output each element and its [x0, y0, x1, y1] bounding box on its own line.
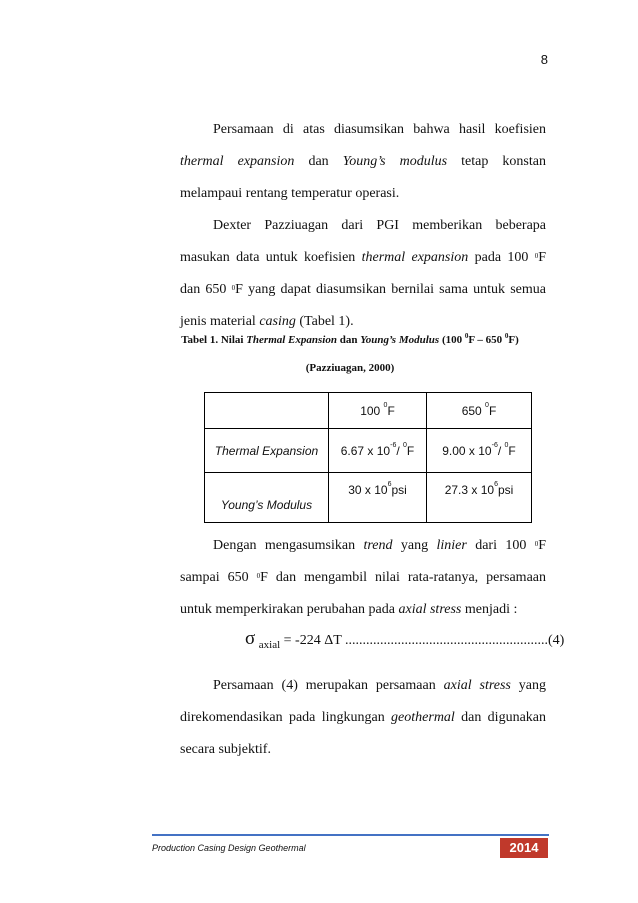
paragraph-4	[180, 670, 546, 766]
caption-text-a: Tabel 1. Nilai	[181, 334, 247, 346]
p4-italic-geothermal: geothermal	[391, 710, 455, 725]
p2-degree-1: 0	[534, 252, 539, 260]
equation-subscript: axial	[258, 638, 281, 651]
p4-text-b: yang direkomendasikan pada lingkungan	[180, 678, 547, 725]
table-row-thermal-expansion	[205, 429, 532, 473]
table-row-youngs-modulus	[205, 473, 532, 523]
table-cell: 9.00 x $10^{-6}/$ $^0$F	[427, 429, 532, 473]
p4-text-a: Persamaan (4) merupakan persamaan	[213, 678, 444, 693]
caption-degree-2: 0	[504, 332, 509, 340]
p2-italic-thermal-expansion: thermal expansion	[361, 250, 469, 265]
p3-degree-2: 0	[256, 572, 261, 580]
p2-degree-2: 0	[231, 284, 236, 292]
table-caption	[150, 334, 550, 346]
sigma-symbol: σ	[245, 628, 256, 649]
data-table	[204, 392, 532, 523]
footer-year-badge: 2014	[500, 838, 548, 858]
table-row-label: Thermal Expansion	[205, 429, 329, 473]
p2-italic-casing: casing	[259, 314, 296, 329]
caption-text-d: F – 650	[468, 334, 505, 346]
p3-text-e: F dan mengambil nilai rata-ratanya, persamaan untuk memperkirakan perubahan pada	[180, 570, 546, 617]
footer-divider	[152, 834, 549, 836]
paragraph-1	[180, 114, 546, 210]
p3-italic-trend: trend	[363, 538, 393, 553]
caption-text-b: dan	[336, 334, 361, 346]
caption-italic-thermal-expansion: Thermal Expansion	[246, 334, 337, 346]
table-cell: 6.67 x $10^{-6}/$ $^0$F	[329, 429, 427, 473]
p3-italic-axial-stress: axial stress	[398, 602, 462, 617]
table-header-650f: 650 $^0$F	[427, 393, 532, 429]
p3-text-f: menjadi :	[461, 602, 518, 617]
p1-text-b: dan	[294, 154, 343, 169]
equation-4	[245, 628, 564, 651]
table-caption-source: (Pazziuagan, 2000)	[305, 362, 395, 374]
p2-text-d: F yang dapat diasumsikan bernilai sama untuk semua jenis material	[180, 282, 547, 329]
p1-text-c: tetap konstan melampaui rentang temperatur operasi.	[180, 154, 546, 201]
p2-text-a: Dexter Pazziuagan dari PGI memberikan beberapa masukan data untuk koefisien	[180, 218, 546, 265]
p2-text-c: F dan 650	[180, 250, 546, 297]
caption-italic-youngs-modulus: Young’s Modulus	[360, 334, 440, 346]
p2-text-b: pada 100	[468, 250, 535, 265]
caption-text-c: (100	[439, 334, 465, 346]
paragraph-3	[180, 530, 546, 626]
table-cell: 27.3 x $10^6psi$	[427, 473, 532, 523]
table-cell: 30 x $10^6psi$	[329, 473, 427, 523]
table-row-label: Young’s Modulus	[205, 473, 329, 523]
p3-text-a: Dengan mengasumsikan	[213, 538, 364, 553]
paragraph-2	[180, 210, 546, 338]
table-header-row	[205, 393, 532, 429]
p4-text-c: dan digunakan secara subjektif.	[180, 710, 546, 757]
footer-title: Production Casing Design Geothermal	[152, 843, 306, 853]
page-number: 8	[540, 52, 548, 67]
p3-text-b: yang	[392, 538, 437, 553]
p3-text-d: F sampai 650	[180, 538, 546, 585]
p1-italic-thermal-expansion: thermal expansion	[180, 154, 295, 169]
table-header-empty	[205, 393, 329, 429]
caption-text-e: F)	[508, 334, 519, 346]
equation-rhs: = -224 ΔT ..........................................................(4)	[280, 633, 565, 648]
p1-text-a: Persamaan di atas diasumsikan bahwa hasil koefisien	[213, 122, 546, 137]
p3-degree-1: 0	[534, 540, 539, 548]
caption-degree-1: 0	[464, 332, 469, 340]
table-header-100f: 100 $^0$F	[329, 393, 427, 429]
p4-italic-axial-stress: axial stress	[443, 678, 511, 693]
p3-text-c: dari 100	[466, 538, 535, 553]
p3-italic-linier: linier	[436, 538, 467, 553]
p1-italic-youngs-modulus: Young’s modulus	[342, 154, 448, 169]
p2-text-e: (Tabel 1).	[295, 314, 354, 329]
